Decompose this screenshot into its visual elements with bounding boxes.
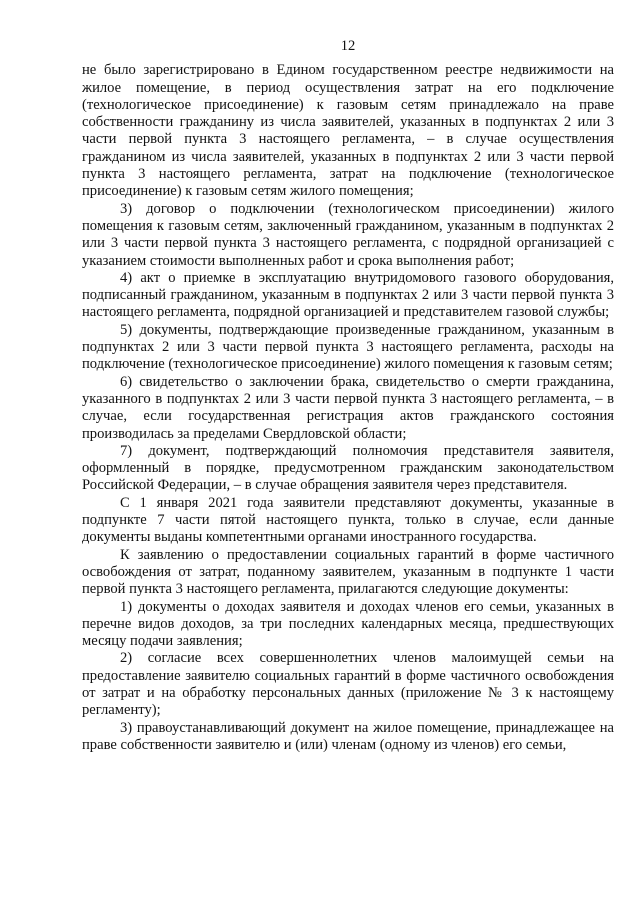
paragraph: К заявлению о предоставлении социальных гарантий в форме частичного освобождения от затрат, поданному заявителем, указанным в подпункте 1 части первой пункта 3 настоящего регламента, прилагаются следующие документы:	[82, 546, 614, 598]
paragraph: 2) согласие всех совершеннолетних членов малоимущей семьи на предоставление заявителю социальных гарантий в форме частичного освобождения от затрат и на обработку персональных данных (приложение № 3 к настоящему регламенту);	[82, 650, 614, 719]
paragraph: 6) свидетельство о заключении брака, свидетельство о смерти гражданина, указанного в подпунктах 2 или 3 части первой пункта 3 настоящего регламента, – в случае, если государственная регистрация актов гражданского состояния производилась за пределами Свердловской области;	[82, 373, 614, 442]
paragraph: 3) правоустанавливающий документ на жилое помещение, принадлежащее на праве собственности заявителю и (или) членам (одному из членов) его семьи,	[82, 719, 614, 753]
paragraph: 3) договор о подключении (технологическом присоединении) жилого помещения к газовым сетям, заключенный гражданином, указанным в подпунктах 2 или 3 части первой пункта 3 настоящего регламента, с подрядной организацией с указанием стоимости выполненных работ и срока выполнения работ;	[82, 200, 614, 269]
paragraph: 4) акт о приемке в эксплуатацию внутридомового газового оборудования, подписанный гражданином, указанным в подпунктах 2 или 3 части первой пункта 3 настоящего регламента, подрядной организацией и представителем газовой службы;	[82, 269, 614, 321]
paragraph: 5) документы, подтверждающие произведенные гражданином, указанным в подпунктах 2 или 3 части первой пункта 3 настоящего регламента, расходы на подключение (технологическое присоединение) жилого помещения к газовым сетям;	[82, 321, 614, 373]
paragraph: С 1 января 2021 года заявители представляют документы, указанные в подпункте 7 части пятой настоящего пункта, только в случае, если данные документы выданы компетентными органами иностранного государства.	[82, 494, 614, 546]
document-page	[82, 38, 614, 754]
page-number: 12	[340, 38, 356, 54]
paragraph: не было зарегистрировано в Едином государственном реестре недвижимости на жилое помещение, в период осуществления затрат на его подключение (технологическое присоединение) к газовым сетям принадлежало на праве собственности гражданину из числа заявителей, указанных в подпунктах 2 или 3 части первой пункта 3 настоящего регламента, – в случае осуществления гражданином из числа заявителей, указанных в подпунктах 2 или 3 части первой пункта 3 настоящего регламента, затрат на подключение (технологическое присоединение) к газовым сетям жилого помещения;	[82, 62, 614, 200]
paragraph: 7) документ, подтверждающий полномочия представителя заявителя, оформленный в порядке, предусмотренном гражданским законодательством Российской Федерации, – в случае обращения заявителя через представителя.	[82, 442, 614, 494]
paragraph: 1) документы о доходах заявителя и доходах членов его семьи, указанных в перечне видов доходов, за три последних календарных месяца, предшествующих месяцу подачи заявления;	[82, 598, 614, 650]
document-body	[82, 62, 614, 754]
